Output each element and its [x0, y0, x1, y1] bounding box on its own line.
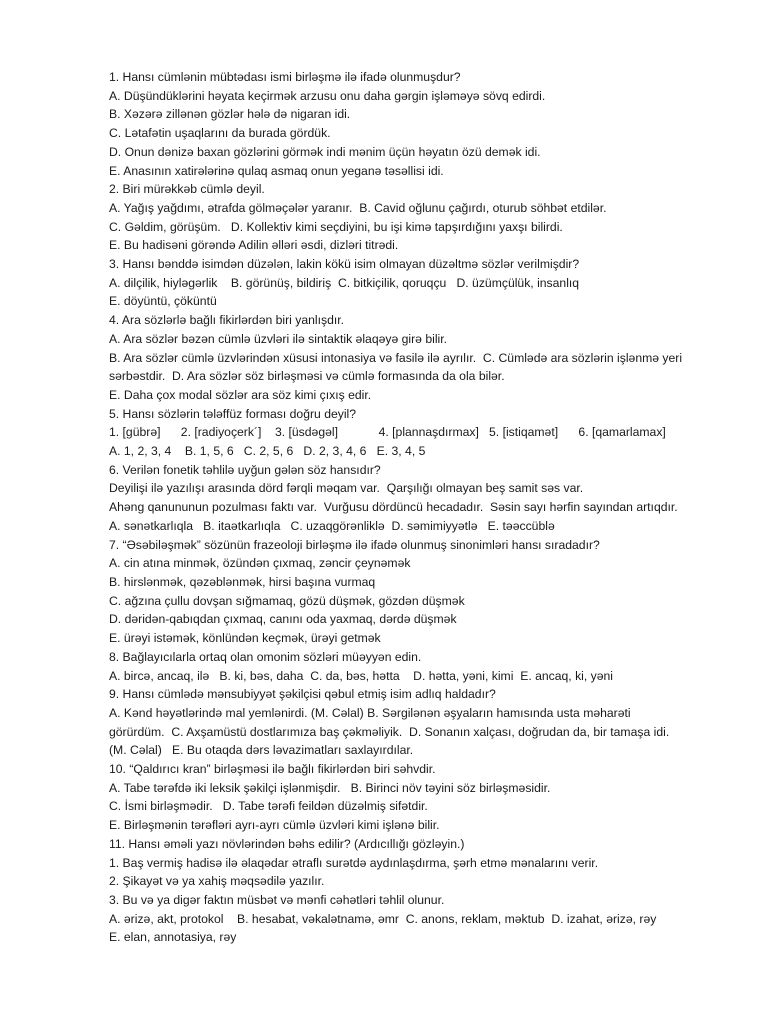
text-line: E. Daha çox modal sözlər ara söz kimi çıxış edir.: [109, 387, 372, 402]
text-line: 9. Hansı cümlədə mənsubiyyət şəkilçisi qəbul etmiş isim adlıq haldadır?: [109, 687, 496, 702]
text-line: E. elan, annotasiya, rəy: [109, 930, 237, 945]
text-line: sərbəstdir. D. Ara sözlər söz birləşməsi və cümlə formasında da ola bilər.: [109, 369, 505, 384]
text-line: A. Kənd həyətlərində mal yemlənirdi. (M. Cəlal) B. Sərgilənən əşyaların hamısında usta məharəti: [109, 705, 631, 720]
text-line: 7. “Əsəbiləşmək” sözünün frazeoloji birləşmə ilə ifadə olunmuş sinonimləri hansı sıradadır?: [109, 537, 600, 552]
text-line: 3. Bu və ya digər faktın müsbət və mənfi cəhətləri təhlil olunur.: [109, 892, 445, 907]
text-line: C. Lətafətin uşaqlarını da burada gördük.: [109, 126, 331, 141]
text-line: B. Xəzərə zillənən gözlər hələ də nigaran idi.: [109, 107, 351, 122]
text-line: 1. Baş vermiş hadisə ilə əlaqədar ətraflı surətdə aydınlaşdırma, şərh etmə mənalarını verir.: [109, 855, 599, 870]
text-line: D. dəridən-qabıqdan çıxmaq, canını oda yaxmaq, dərdə düşmək: [109, 612, 457, 627]
text-line: A. Düşündüklərini həyata keçirmək arzusu onu daha gərgin işləməyə sövq edirdi.: [109, 88, 546, 103]
text-line: C. İsmi birləşmədir. D. Tabe tərəfi feildən düzəlmiş sifətdir.: [109, 799, 428, 814]
text-line: 10. “Qaldırıcı kran” birləşməsi ilə bağlı fikirlərdən biri səhvdir.: [109, 762, 436, 777]
text-line: E. Birləşmənin tərəfləri ayrı-ayrı cümlə üzvləri kimi işlənə bilir.: [109, 818, 440, 833]
text-line: B. Ara sözlər cümlə üzvlərindən xüsusi intonasiya və fasilə ilə ayrılır. C. Cümlədə ara sözlərin işlənmə yeri: [109, 350, 683, 365]
text-line: 6. Verilən fonetik təhlilə uyğun gələn söz hansıdır?: [109, 462, 381, 477]
text-line: 1. Hansı cümlənin mübtədası ismi birləşmə ilə ifadə olunmuşdur?: [109, 70, 461, 84]
document-page: [109, 68, 719, 947]
text-line: A. dilçilik, hiyləgərlik B. görünüş, bildiriş C. bitkiçilik, qoruqçu D. üzümçülük, insanlıq: [109, 275, 580, 290]
text-line: A. ərizə, akt, protokol B. hesabat, vəkalətnamə, əmr C. anons, reklam, məktub D. izahat, ərizə, rəy: [109, 911, 657, 926]
text-line: 8. Bağlayıcılarla ortaq olan omonim sözləri müəyyən edin.: [109, 649, 422, 664]
text-line: A. Tabe tərəfdə iki leksik şəkilçi işlənmişdir. B. Birinci növ təyini söz birləşməsidir.: [109, 780, 551, 795]
text-line: A. Yağış yağdımı, ətrafda gölməçələr yaranır. B. Cavid oğlunu çağırdı, oturub söhbət etdilər.: [109, 200, 607, 215]
text-line: görürdüm. C. Axşamüstü dostlarımıza baş çəkməliyik. D. Sonanın xalçası, doğrudan da, bir tamaşa idi.: [109, 724, 670, 739]
text-line: 11. Hansı əməli yazı növlərindən bəhs edilir? (Ardıcıllığı gözləyin.): [109, 836, 465, 851]
text-line: 2. Şikayət və ya xahiş məqsədilə yazılır.: [109, 874, 325, 889]
text-line: E. Anasının xatirələrinə qulaq asmaq onun yeganə təsəllisi idi.: [109, 163, 444, 178]
text-line: 3. Hansı bənddə isimdən düzələn, lakin kökü isim olmayan düzəltmə sözlər verilmişdir?: [109, 257, 580, 272]
text-line: E. döyüntü, çöküntü: [109, 294, 217, 309]
text-line: 5. Hansı sözlərin tələffüz forması doğru deyil?: [109, 406, 357, 421]
text-line: Ahəng qanununun pozulması faktı var. Vurğusu dördüncü hecadadır. Səsin sayı hərfin sayından artıqdır.: [109, 500, 678, 515]
text-line: Deyilişi ilə yazılışı arasında dörd fərqli məqam var. Qarşılığı olmayan beş samit səs var.: [109, 481, 584, 496]
text-line: E. ürəyi istəmək, könlündən keçmək, ürəyi getmək: [109, 631, 381, 646]
text-line: C. Gəldim, görüşüm. D. Kollektiv kimi seçdiyini, bu işi kimə tapşırdığını yaxşı bilirdi.: [109, 219, 563, 234]
text-line: E. Bu hadisəni görəndə Adilin əlləri əsdi, dizləri titrədi.: [109, 238, 399, 253]
text-line: A. cin atına minmək, özündən çıxmaq, zəncir çeynəmək: [109, 556, 411, 571]
text-line: B. hirslənmək, qəzəblənmək, hirsi başına vurmaq: [109, 574, 376, 589]
text-line: A. 1, 2, 3, 4 B. 1, 5, 6 C. 2, 5, 6 D. 2, 3, 4, 6 E. 3, 4, 5: [109, 444, 426, 459]
text-line: (M. Cəlal) E. Bu otaqda dərs ləvazimatları saxlayırdılar.: [109, 743, 414, 758]
text-line: D. Onun dənizə baxan gözlərini görmək indi mənim üçün həyatın özü demək idi.: [109, 144, 541, 159]
text-line: 2. Biri mürəkkəb cümlə deyil.: [109, 182, 265, 197]
text-line: 4. Ara sözlərlə bağlı fikirlərdən biri yanlışdır.: [109, 313, 345, 328]
text-line: A. Ara sözlər bəzən cümlə üzvləri ilə sintaktik əlaqəyə girə bilir.: [109, 331, 448, 346]
text-line: A. sənətkarlıqla B. itaətkarlıqla C. uzaqgörənliklə D. səmimiyyətlə E. təəccüblə: [109, 518, 555, 533]
text-line: C. ağzına çullu dovşan sığmamaq, gözü düşmək, gözdən düşmək: [109, 593, 465, 608]
text-line: A. bircə, ancaq, ilə B. ki, bəs, daha C. da, bəs, hətta D. hətta, yəni, kimi E. ancaq, ki, yəni: [109, 668, 614, 683]
text-line: 1. [gübrə] 2. [radiyoçerk´] 3. [üsdəgəl] 4. [plannaşdırmax] 5. [istiqamət] 6. [qamarlamax]: [109, 425, 666, 440]
